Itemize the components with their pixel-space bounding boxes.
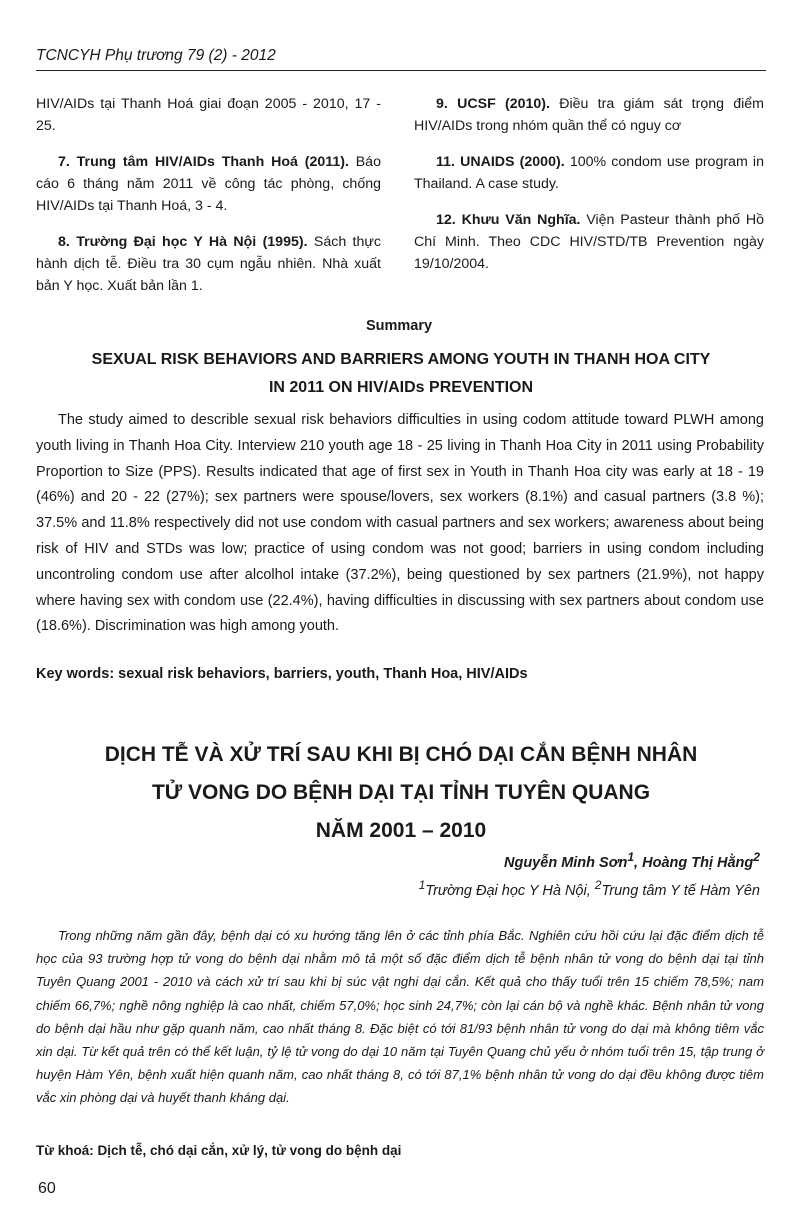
english-title-line: SEXUAL RISK BEHAVIORS AND BARRIERS AMONG YOUTH IN THANH HOA CITY — [91, 351, 711, 368]
reference-authors: Khưu Văn Nghĩa. — [461, 212, 581, 228]
reference-item — [414, 93, 764, 137]
reference-text: HIV/AIDs tại Thanh Hoá giai đoạn 2005 - 2010, 17 - 25. — [36, 96, 381, 134]
reference-item — [414, 151, 764, 195]
reference-number: 9. — [436, 96, 448, 112]
reference-item — [36, 93, 381, 137]
reference-authors: Trường Đại học Y Hà Nội (1995). — [76, 234, 308, 250]
reference-text: Viện Pasteur thành phố Hồ Chí Minh. Theo CDC HIV/STD/TB Prevention ngày 19/10/2004. — [414, 212, 764, 272]
reference-text: Báo cáo 6 tháng năm 2011 về công tác phòng, chống HIV/AIDs tại Thanh Hoá, 3 - 4. — [36, 154, 381, 214]
author-superscript: 1 — [627, 850, 635, 864]
header-rule — [36, 70, 766, 71]
reference-number: 8. — [58, 234, 70, 250]
affiliation-text: Trường Đại học Y Hà Nội, — [425, 882, 595, 899]
reference-authors: UNAIDS (2000). — [460, 154, 565, 170]
reference-text: Điều tra giám sát trọng điểm HIV/AIDs trong nhóm quần thể có nguy cơ — [414, 96, 765, 134]
reference-number: 7. — [58, 154, 70, 170]
english-abstract-text: The study aimed to describle sexual risk behaviors difficulties in using codom attitude toward PLWH among youth living in Thanh Hoa City. Interview 210 youth age 18 - 25 living in Thanh Hoa City in 2011 using Probability Proportion to Size (PPS). Results indicated that age of first sex in Youth in Thanh Hoa city was early at 18 - 19 (46%) and 20 - 22 (27%); sex partners were spouse/lovers, sex workers (8.1%) and casual partners (3.8 %); 37.5% and 11.8% respectively did not use condom with casual partners and sex workers; awareness about being risk of HIV and STDs was low; practice of using condom was not good; barriers in using condom including uncontroling condom use after alcolhol intake (37.2%), being questioned by sex partners (21.9%), not happy where having sex with condom use (22.4%), having difficulties in discussing with sex partners about condom use (18.6%). Discrimination was high among youth. — [36, 412, 764, 635]
affiliation-text: Trung tâm Y tế Hàm Yên — [601, 882, 760, 899]
vietnamese-abstract — [36, 924, 764, 1110]
reference-number: 12. — [436, 212, 456, 228]
author-name: Hoàng Thị Hằng — [642, 854, 754, 871]
affiliation-superscript: 1 — [418, 878, 426, 892]
reference-text: 100% condom use program in Thailand. A case study. — [414, 154, 764, 192]
english-keywords: Key words: sexual risk behaviors, barriers, youth, Thanh Hoa, HIV/AIDs — [36, 666, 528, 682]
article-title-line: TỬ VONG DO BỆNH DẠI TẠI TỈNH TUYÊN QUANG — [151, 781, 651, 804]
english-abstract — [36, 408, 764, 640]
reference-item — [36, 231, 381, 297]
author-separator: , — [634, 854, 643, 871]
journal-header: TCNCYH Phụ trương 79 (2) - 2012 — [36, 47, 276, 64]
reference-text: Sách thực hành dịch tễ. Điều tra 30 cụm ngẫu nhiên. Nhà xuất bản Y học. Xuất bản lần 1. — [36, 234, 381, 294]
author-list — [504, 850, 760, 871]
references-left-column — [36, 93, 381, 311]
article-title-line: NĂM 2001 – 2010 — [315, 819, 487, 842]
reference-number: 11. — [436, 154, 455, 170]
english-title-line: IN 2011 ON HIV/AIDs PREVENTION — [268, 379, 534, 396]
affiliation-superscript: 2 — [594, 878, 602, 892]
english-title — [36, 346, 766, 402]
author-name: Nguyễn Minh Sơn — [504, 854, 628, 871]
article-title-line: DỊCH TỄ VÀ XỬ TRÍ SAU KHI BỊ CHÓ DẠI CẮN BỆNH NHÂN — [104, 743, 698, 766]
summary-heading: Summary — [365, 318, 433, 334]
reference-authors: Trung tâm HIV/AIDs Thanh Hoá (2011). — [76, 154, 349, 170]
reference-authors: UCSF (2010). — [457, 96, 550, 112]
article-title — [36, 736, 766, 850]
reference-item — [414, 209, 764, 275]
reference-item — [36, 151, 381, 217]
vietnamese-abstract-text: Trong những năm gần đây, bệnh dại có xu hướng tăng lên ở các tỉnh phía Bắc. Nghiên cứu hồi cứu lại đặc điểm dịch tễ học của 93 trường hợp tử vong do bệnh dại nhằm mô tả một số đặc điểm dịch tễ bệnh nhân tử vong do bệnh dại tại tỉnh Tuyên Quang 2001 - 2010 và cách xử trí sau khi bị súc vật nghi dại cắn. Kết quả cho thấy tuổi trên 15 chiếm 78,5%; nam chiếm 66,7%; nghề nông nghiệp là cao nhất, chiếm 57,0%; học sinh 24,7%; còn lại cán bộ và nghề khác. Bệnh nhân tử vong do bệnh dại hầu như gặp quanh năm, cao nhất tháng 8. Đặc biệt có tới 81/93 bệnh nhân tử vong do dại mà không tiêm vắc xin dại. Từ kết quả trên có thể kết luận, tỷ lệ tử vong do dại 10 năm tại Tuyên Quang chủ yếu ở nhóm tuổi trên 15, tập trung ở huyện Hàm Yên, bệnh xuất hiện quanh năm, cao nhất tháng 8, có tới 87,1% bệnh nhân tử vong do dại đều không được tiêm vắc xin phòng dại và huyết thanh kháng dại. — [36, 928, 764, 1106]
references-right-column — [414, 93, 764, 289]
page-number: 60 — [38, 1180, 56, 1197]
vietnamese-keywords: Từ khoá: Dịch tễ, chó dại cắn, xử lý, tử vong do bệnh dại — [36, 1143, 402, 1158]
author-superscript: 2 — [753, 850, 760, 864]
affiliations — [419, 878, 760, 899]
